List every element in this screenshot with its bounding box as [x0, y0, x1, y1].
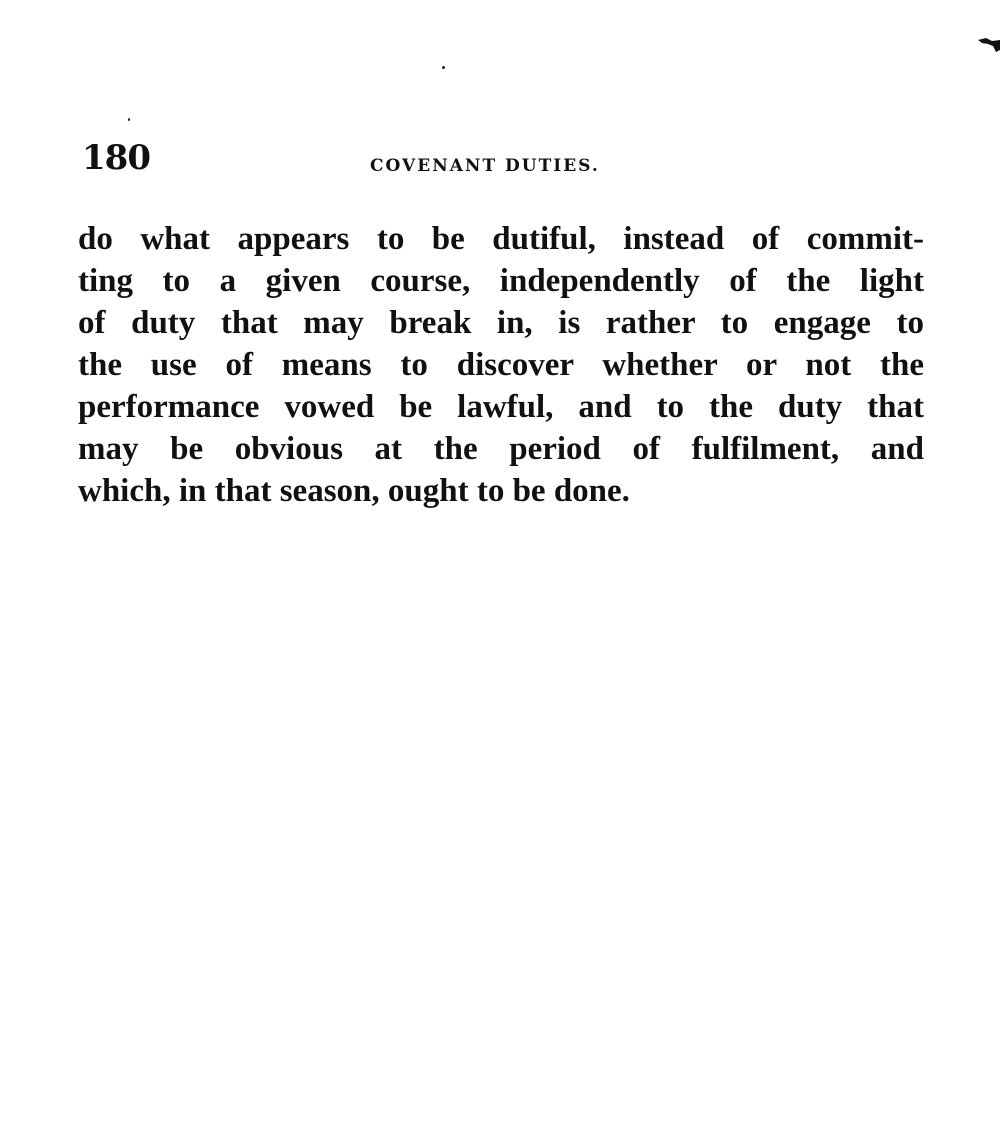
text-line: performance vowed be lawful, and to the duty that [78, 389, 924, 425]
text-line: of duty that may break in, is rather to engage to [78, 305, 924, 341]
page-number: 180 [82, 138, 150, 178]
body-paragraph [78, 218, 924, 512]
text-line: ting to a given course, independently of the light [78, 263, 924, 299]
running-head: COVENANT DUTIES. [370, 156, 600, 176]
page-edge-mark [978, 38, 1000, 52]
text-line: do what appears to be dutiful, instead of commit- [78, 221, 924, 257]
ink-speck [128, 118, 130, 121]
ink-speck [442, 66, 445, 69]
text-line: which, in that season, ought to be done. [78, 473, 630, 509]
text-line: the use of means to discover whether or not the [78, 347, 924, 383]
page-header [82, 138, 922, 182]
text-line: may be obvious at the period of fulfilment, and [78, 431, 924, 467]
